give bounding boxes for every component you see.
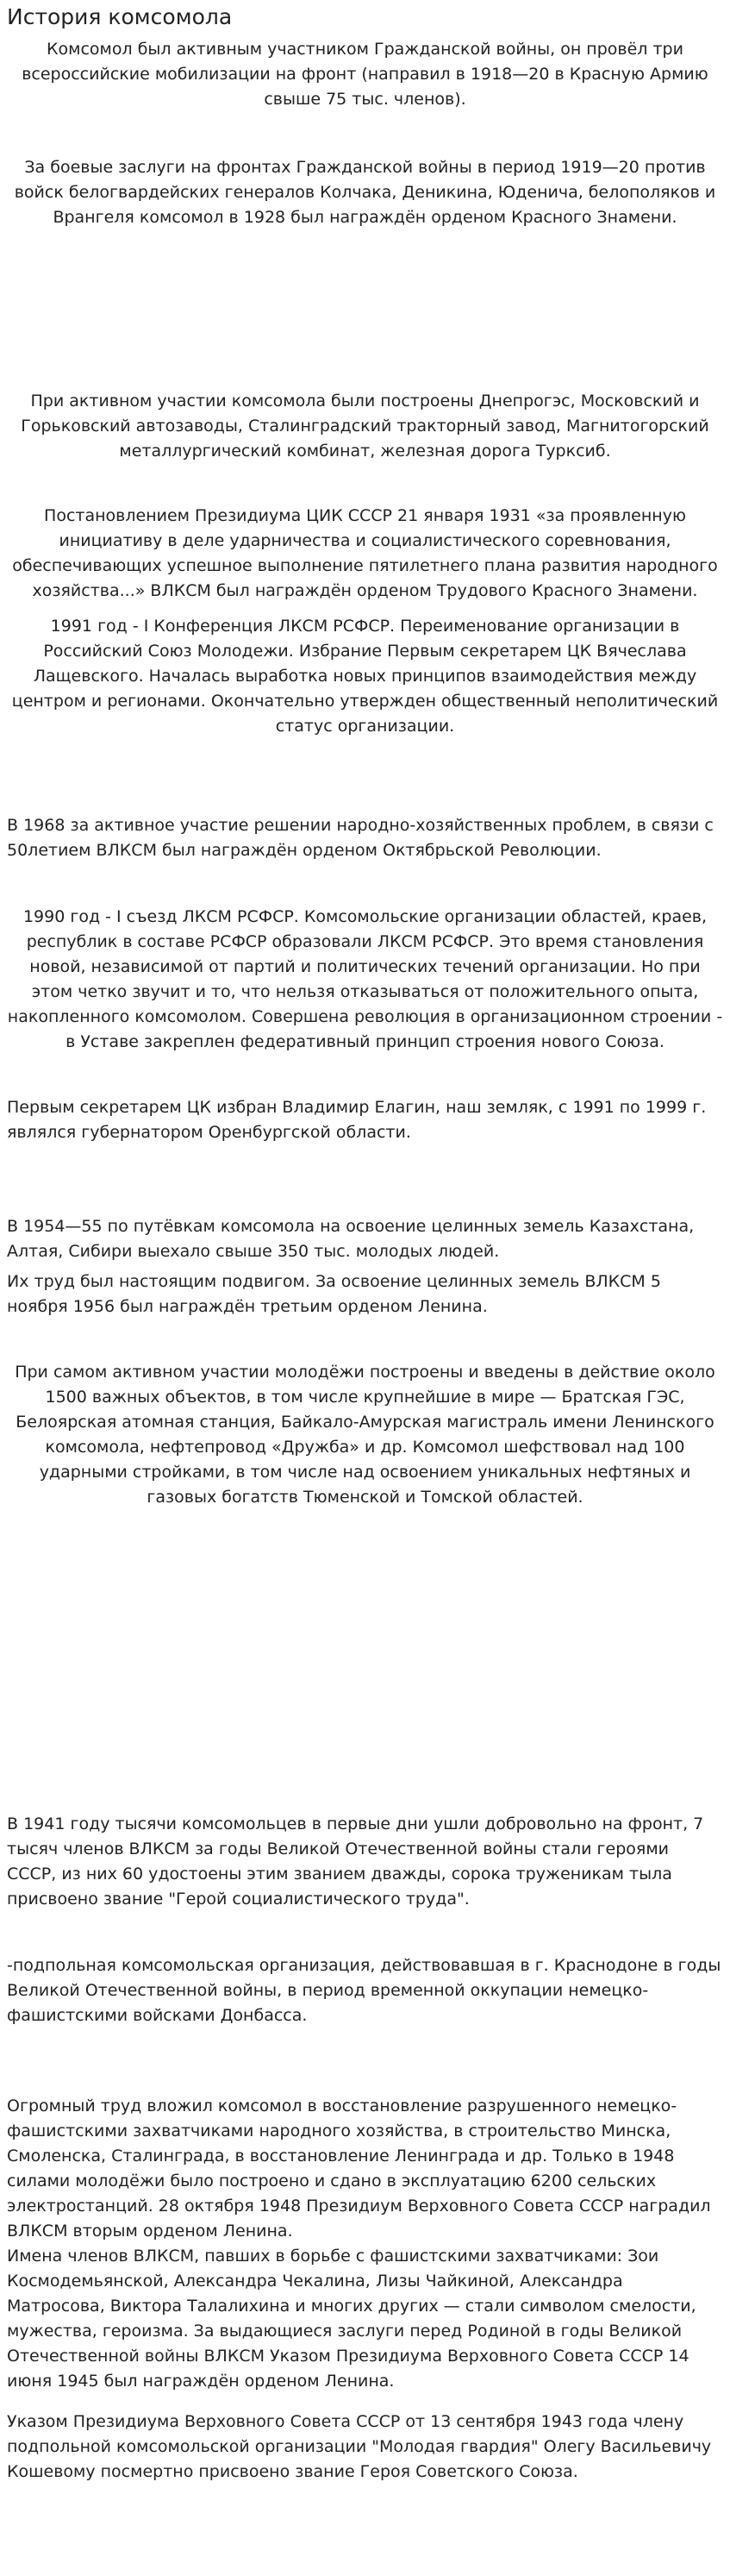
paragraph-fallen-members: Имена членов ВЛКСМ, павших в борьбе с фашистскими захватчиками: Зои Космодемьянской, Александра Чекалина, Лизы Чайкиной, Александра Матросова, Виктора Талалихина и многих других — стали символом смелости, мужества, героизма. За выдающиеся заслуги перед Родиной в годы Великой Отечественной войны ВЛКСМ Указом Президиума Верховного Совета СССР 14 июня 1945 был награждён орденом Ленина. [7, 2247, 696, 2391]
paragraph-postwar-reconstruction: Огромный труд вложил комсомол в восстановление разрушенного немецко-фашистскими захватчиками народного хозяйства, в строительство Минска, Смоленска, Сталинграда, в восстановление Ленинграда и др. Только в 1948 силами молодёжи было построено и сдано в эксплуатацию 6200 сельских электростанций. 28 октября 1948 Президиум Верховного Совета СССР наградил ВЛКСМ вторым орденом Ленина. [7, 2097, 711, 2241]
paragraph-labor-red-banner-order: Постановлением Президиума ЦИК СССР 21 января 1931 «за проявленную инициативу в деле ударничества и социалистического соревнования, обеспечивающих успешное выполнение пятилетнего плана развития народного хозяйства...» ВЛКСМ был награждён орденом Трудового Красного Знамени. [12, 506, 718, 600]
paragraph-red-banner-order: За боевые заслуги на фронтах Гражданской войны в период 1919—20 против войск белогвардейских генералов Колчака, Деникина, Юденича, белополяков и Врангеля комсомол в 1928 был награждён орденом Красного Знамени. [14, 158, 716, 227]
paragraph-underground-organization: -подпольная комсомольская организация, действовавшая в г. Краснодоне в годы Великой Отечественной войны, в период временной оккупации немецко-фашистскими войсками Донбасса. [7, 1956, 721, 2025]
paragraph-1991-conference: 1991 год - I Конференция ЛКСМ РСФСР. Переименование организации в Российский Союз Молодежи. Избрание Первым секретарем ЦК Вячеслава Лащевского. Началась выработка новых принципов взаимодействия между центром и регионами. Окончательно утвержден общественный неполитический статус организации. [11, 617, 719, 736]
paragraph-virgin-lands: В 1954—55 по путёвкам комсомола на освоение целинных земель Казахстана, Алтая, Сибири выехало свыше 350 тыс. молодых людей. [7, 1217, 695, 1261]
paragraph-third-lenin-order: Их труд был настоящим подвигом. За освоение целинных земель ВЛКСМ 5 ноября 1956 был награждён третьим орденом Ленина. [7, 1272, 661, 1316]
paragraph-industrial-construction: При активном участии комсомола были построены Днепрогэс, Московский и Горьковский автозаводы, Сталинградский тракторный завод, Магнитогорский металлургический комбинат, железная дорога Турксиб. [21, 392, 709, 461]
paragraph-koshevoy-hero: Указом Президиума Верховного Совета СССР от 13 сентября 1943 года члену подпольной комсомольской организации "Молодая гвардия" Олегу Васильевичу Кошевому посмертно присвоено звание Героя Советского Союза. [7, 2412, 712, 2481]
paragraph-october-revolution-order: В 1968 за активное участие решении народно-хозяйственных проблем, в связи с 50летием ВЛКСМ был награждён орденом Октябрьской Революции. [7, 816, 714, 860]
paragraph-first-secretary-elagin: Первым секретарем ЦК избран Владимир Елагин, наш земляк, с 1991 по 1999 г. являлся губернатором Оренбургской области. [7, 1098, 707, 1142]
paragraph-great-patriotic-war: В 1941 году тысячи комсомольцев в первые дни ушли добровольно на фронт, 7 тысяч членов ВЛКСМ за годы Великой Отечественной войны стали героями СССР, из них 60 удостоены этим званием дважды, сорока труженикам тыла присвоено звание "Герой социалистического труда". [7, 1814, 704, 1908]
page-title: История комсомола [7, 4, 233, 29]
paragraph-1990-congress: 1990 год - I съезд ЛКСМ РСФСР. Комсомольские организации областей, краев, республик в составе РСФСР образовали ЛКСМ РСФСР. Это время становления новой, независимой от партий и политических течений организации. Но при этом четко звучит и то, что нельзя отказываться от положительного опыта, накопленного комсомолом. Совершена революция в организационном строении - в Уставе закреплен федеративный принцип строения нового Союза. [7, 907, 723, 1051]
paragraph-shock-construction-projects: При самом активном участии молодёжи построены и введены в действие около 1500 важных объектов, в том числе крупнейшие в мире — Братская ГЭС, Белоярская атомная станция, Байкало-Амурская магистраль имени Ленинского комсомола, нефтепровод «Дружба» и др. Комсомол шефствовал над 100 ударными стройками, в том числе над освоением уникальных нефтяных и газовых богатств Тюменской и Томской областей. [15, 1363, 715, 1507]
paragraph-civil-war-mobilization: Комсомол был активным участником Гражданской войны, он провёл три всероссийские мобилизации на фронт (направил в 1918—20 в Красную Армию свыше 75 тыс. членов). [22, 40, 708, 109]
